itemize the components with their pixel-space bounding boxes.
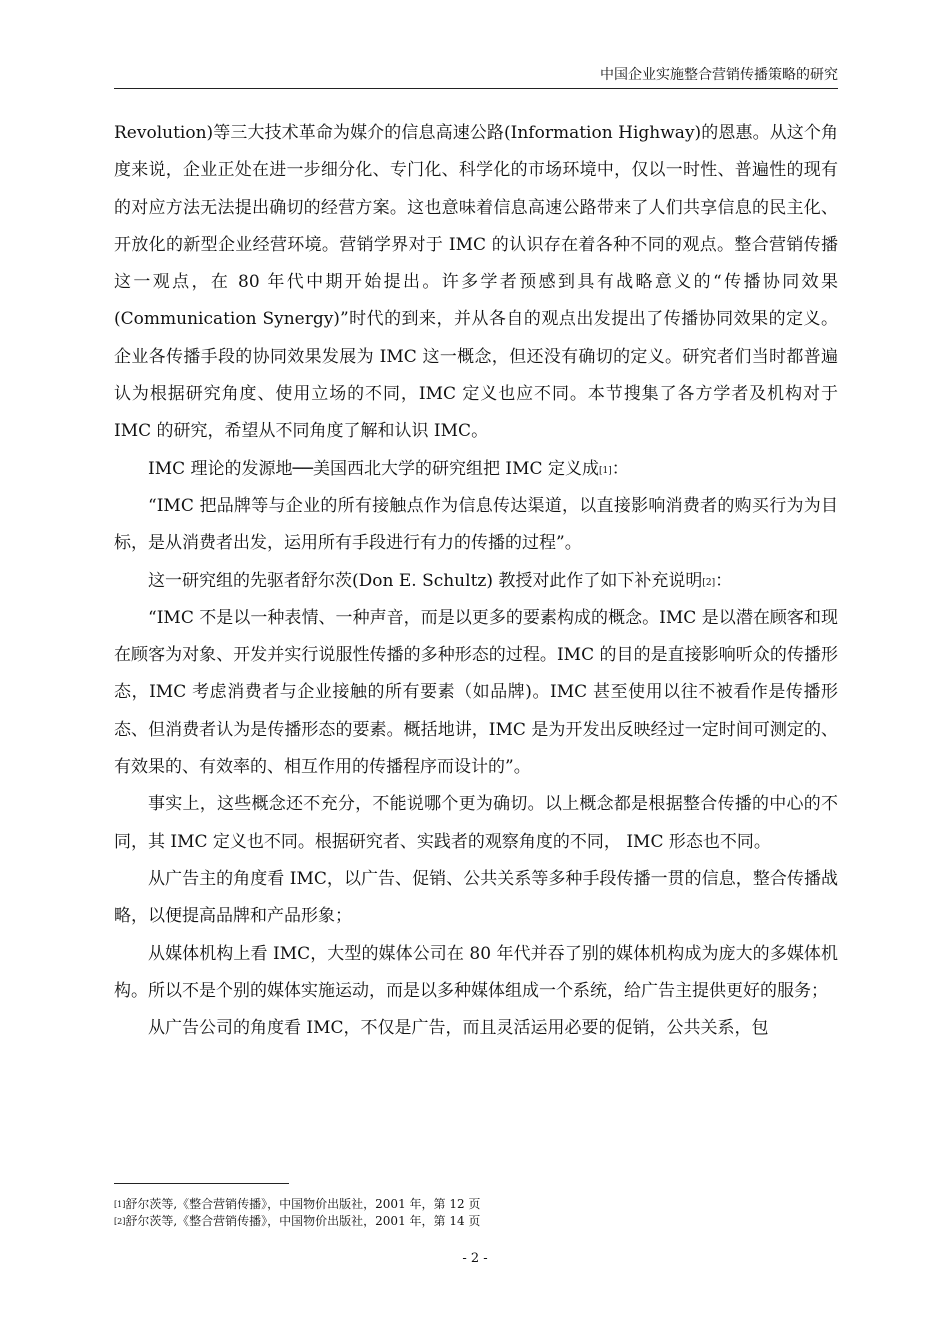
header-divider (114, 88, 838, 89)
paragraph-2-text: IMC 理论的发源地──美国西北大学的研究组把 IMC 定义成 (148, 458, 599, 479)
paragraph-7: 从广告主的角度看 IMC，以广告、促销、公共关系等多种手段传播一贯的信息，整合传播战略，以便提高品牌和产品形象； (114, 868, 838, 927)
paragraph-8: 从媒体机构上看 IMC，大型的媒体公司在 80 年代并吞了别的媒体机构成为庞大的多媒体机构。所以不是个别的媒体实施运动，而是以多种媒体组成一个系统，给广告主提供更好的服务； (114, 943, 838, 1001)
footnote-1-mark: [1] (114, 1200, 126, 1209)
footnote-2 (114, 1213, 838, 1230)
paragraph-4-tail: ： (715, 570, 733, 591)
footnotes (114, 1196, 838, 1230)
footnote-1 (114, 1196, 838, 1213)
paragraph-2-tail: ： (611, 458, 629, 479)
footnote-2-mark: [2] (114, 1217, 126, 1226)
paragraph-4-text: 这一研究组的先驱者舒尔茨(Don E. Schultz) 教授对此作了如下补充说明 (148, 570, 703, 591)
footnote-divider (114, 1183, 289, 1184)
paragraph-4 (114, 563, 838, 600)
body-text (114, 115, 838, 1047)
paragraph-6: 事实上，这些概念还不充分，不能说哪个更为确切。以上概念都是根据整合传播的中心的不同，其 IMC 定义也不同。根据研究者、实践者的观察角度的不同， IMC 形态也不同。 (114, 794, 838, 852)
footnote-1-text: 舒尔茨等,《整合营销传播》，中国物价出版社，2001 年，第 12 页 (125, 1197, 481, 1211)
running-header: 中国企业实施整合营销传播策略的研究 (600, 67, 838, 83)
paragraph-2 (114, 451, 838, 488)
paragraph-1: Revolution)等三大技术革命为媒介的信息高速公路(Information Highway)的恩惠。从这个角度来说，企业正处在进一步细分化、专门化、科学化的市场环境中，仅以一时性、普遍性的现有的对应方法无法提出确切的经营方案。这也意味着信息高速公路带来了人们共享信息的民主化、开放化的新型企业经营环境。营销学界对于 IMC 的认识存在着各种不同的观点。整合营销传播这一观点，在 80 年代中期开始提出。许多学者预感到具有战略意义的“传播协同效果(Communication Synergy)”时代的到来，并从各自的观点出发提出了传播协同效果的定义。企业各传播手段的协同效果发展为 IMC 这一概念，但还没有确切的定义。研究者们当时都普遍认为根据研究角度、使用立场的不同，IMC 定义也应不同。本节搜集了各方学者及机构对于 IMC 的研究，希望从不同角度了解和认识 IMC。 (114, 123, 838, 442)
paragraph-5: “IMC 不是以一种表情、一种声音，而是以更多的要素构成的概念。IMC 是以潜在顾客和现在顾客为对象、开发并实行说服性传播的多种形态的过程。IMC 的目的是直接影响听众的传播形态，IMC 考虑消费者与企业接触的所有要素（如品牌)。IMC 甚至使用以往不被看作是传播形态、但消费者认为是传播形态的要素。概括地讲，IMC 是为开发出反映经过一定时间可测定的、有效果的、有效率的、相互作用的传播程序而设计的”。 (114, 607, 838, 778)
paragraph-9: 从广告公司的角度看 IMC，不仅是广告，而且灵活运用必要的促销，公共关系，包 (148, 1018, 769, 1039)
footnote-2-text: 舒尔茨等,《整合营销传播》，中国物价出版社，2001 年，第 14 页 (125, 1214, 481, 1228)
page-number: - 2 - (462, 1251, 488, 1266)
footnote-ref-2[interactable]: [2] (702, 577, 716, 588)
footnote-ref-1[interactable]: [1] (598, 465, 612, 476)
paragraph-3: “IMC 把品牌等与企业的所有接触点作为信息传达渠道，以直接影响消费者的购买行为为目标，是从消费者出发，运用所有手段进行有力的传播的过程”。 (114, 495, 838, 554)
